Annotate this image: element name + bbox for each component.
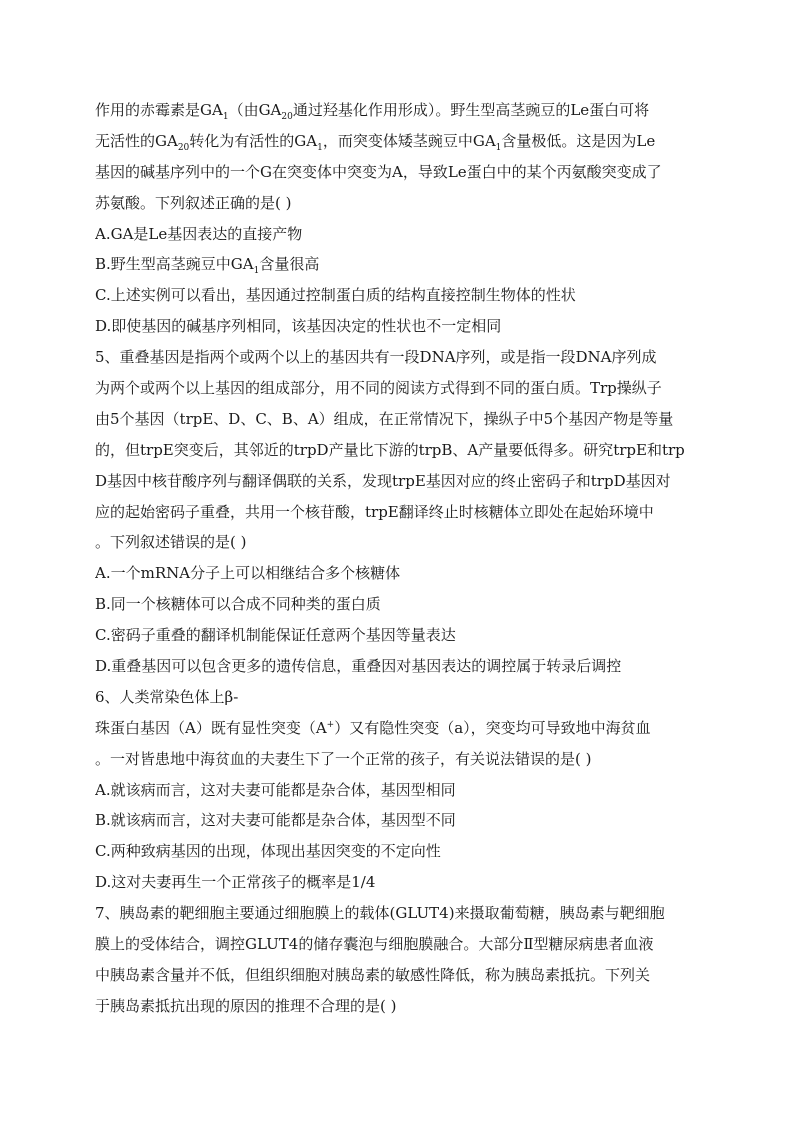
text-run: 5、重叠基因是指两个或两个以上的基因共有一段DNA序列，或是指一段DNA序列成 xyxy=(95,348,657,367)
text-run: D.这对夫妻再生一个正常孩子的概率是1/4 xyxy=(95,873,376,892)
text-line-q5-l7 xyxy=(95,527,705,558)
text-run: B.就该病而言，这对夫妻可能都是杂合体，基因型不同 xyxy=(95,811,456,830)
text-run: 。一对皆患地中海贫血的夫妻生下了一个正常的孩子，有关说法错误的是( ) xyxy=(95,749,592,768)
text-line-q6-l3 xyxy=(95,744,705,775)
text-run: 于胰岛素抵抗出现的原因的推理不合理的是( ) xyxy=(95,996,397,1015)
text-line-q6-d xyxy=(95,867,705,898)
text-line-q7-l4 xyxy=(95,991,705,1022)
text-run: 苏氨酸。下列叙述正确的是( ) xyxy=(95,193,292,212)
text-run: 的，但trpE突变后，其邻近的trpD产量比下游的trpB、A产量要低得多。研究trpE和trp xyxy=(95,440,685,459)
question-text xyxy=(95,95,705,1022)
text-run: C.密码子重叠的翻译机制能保证任意两个基因等量表达 xyxy=(95,626,456,645)
text-run: 膜上的受体结合，调控GLUT4的储存囊泡与细胞膜融合。大部分Ⅱ型糖尿病患者血液 xyxy=(95,935,654,954)
text-run: 。下列叙述错误的是( ) xyxy=(95,533,247,552)
text-run: 1 xyxy=(495,142,502,153)
text-run: 6、人类常染色体上β- xyxy=(95,687,239,706)
text-run: C.上述实例可以看出，基因通过控制蛋白质的结构直接控制生物体的性状 xyxy=(95,286,576,305)
text-line-q4-d xyxy=(95,311,705,342)
text-run: A.GA是Le基因表达的直接产物 xyxy=(95,224,303,243)
text-line-q4-b xyxy=(95,249,705,280)
text-run: 1 xyxy=(253,266,260,277)
text-run: 中胰岛素含量并不低，但组织细胞对胰岛素的敏感性降低，称为胰岛素抵抗。下列关 xyxy=(95,965,651,984)
text-run: ）又有隐性突变（a），突变均可导致地中海贫血 xyxy=(334,718,651,737)
text-run: 基因的碱基序列中的一个G在突变体中突变为A，导致Le蛋白中的某个丙氨酸突变成了 xyxy=(95,162,662,181)
text-run: 作用的赤霉素是GA xyxy=(95,101,223,119)
text-run: 20 xyxy=(177,142,190,153)
text-run: 20 xyxy=(281,112,293,122)
text-line-q5-l2 xyxy=(95,373,705,404)
text-run: 7、胰岛素的靶细胞主要通过细胞膜上的载体(GLUT4)来摄取葡萄糖，胰岛素与靶细胞 xyxy=(95,904,665,923)
text-run: 含量很高 xyxy=(259,255,320,274)
text-run: 1 xyxy=(317,142,323,153)
text-line-p4-l3 xyxy=(95,157,705,188)
text-line-q5-l6 xyxy=(95,497,705,528)
text-run: 1 xyxy=(222,112,229,122)
text-line-q5-l3 xyxy=(95,404,705,435)
text-run: A.就该病而言，这对夫妻可能都是杂合体，基因型相同 xyxy=(95,780,456,799)
text-run: 由5个基因（trpE、D、C、B、A）组成，在正常情况下，操纵子中5个基因产物是等量 xyxy=(95,409,674,428)
text-run: 含量极低。这是因为Le xyxy=(501,131,656,150)
text-run: D.重叠基因可以包含更多的遗传信息，重叠因对基因表达的调控属于转录后调控 xyxy=(95,657,622,676)
text-line-q5-a xyxy=(95,558,705,589)
text-line-p4-l4 xyxy=(95,188,705,219)
text-line-q6-l2 xyxy=(95,713,705,744)
text-run: B.野生型高茎豌豆中GA xyxy=(95,255,254,274)
text-run: 通过羟基化作用形成）。野生型高茎豌豆的Le蛋白可将 xyxy=(292,101,650,119)
text-line-q6-a xyxy=(95,775,705,806)
text-line-q4-c xyxy=(95,280,705,311)
text-run: B.同一个核糖体可以合成不同种类的蛋白质 xyxy=(95,595,381,614)
text-line-q5-c xyxy=(95,620,705,651)
text-run: A.一个mRNA分子上可以相继结合多个核糖体 xyxy=(95,564,401,583)
text-line-p4-l2 xyxy=(95,126,705,157)
text-line-q6-b xyxy=(95,805,705,836)
text-line-q5-l1 xyxy=(95,342,705,373)
text-line-q6-c xyxy=(95,836,705,867)
text-line-q5-l4 xyxy=(95,435,705,466)
text-run: C.两种致病基因的出现，体现出基因突变的不定向性 xyxy=(95,842,441,861)
text-run: + xyxy=(326,719,335,730)
text-run: 为两个或两个以上基因的组成部分，用不同的阅读方式得到不同的蛋白质。Trp操纵子 xyxy=(95,379,662,398)
text-run: D.即使基因的碱基序列相同，该基因决定的性状也不一定相同 xyxy=(95,317,502,336)
text-line-p4-l1 xyxy=(95,95,705,126)
text-line-q6-l1 xyxy=(95,682,705,713)
text-run: D基因中核苷酸序列与翻译偶联的关系，发现trpE基因对应的终止密码子和trpD基因对 xyxy=(95,471,671,490)
text-run: 珠蛋白基因（A）既有显性突变（A xyxy=(95,718,327,737)
text-line-q5-d xyxy=(95,651,705,682)
text-run: 无活性的GA xyxy=(95,131,178,150)
text-run: （由GA xyxy=(228,101,282,119)
text-line-q7-l3 xyxy=(95,960,705,991)
text-line-q4-a xyxy=(95,219,705,250)
text-run: 转化为有活性的GA xyxy=(189,131,318,150)
text-line-q7-l2 xyxy=(95,929,705,960)
text-line-q5-b xyxy=(95,589,705,620)
text-run: ，而突变体矮茎豌豆中GA xyxy=(322,131,496,150)
text-run: 应的起始密码子重叠，共用一个核苷酸，trpE翻译终止时核糖体立即处在起始环境中 xyxy=(95,502,654,521)
text-line-q5-l5 xyxy=(95,466,705,497)
text-line-q7-l1 xyxy=(95,898,705,929)
